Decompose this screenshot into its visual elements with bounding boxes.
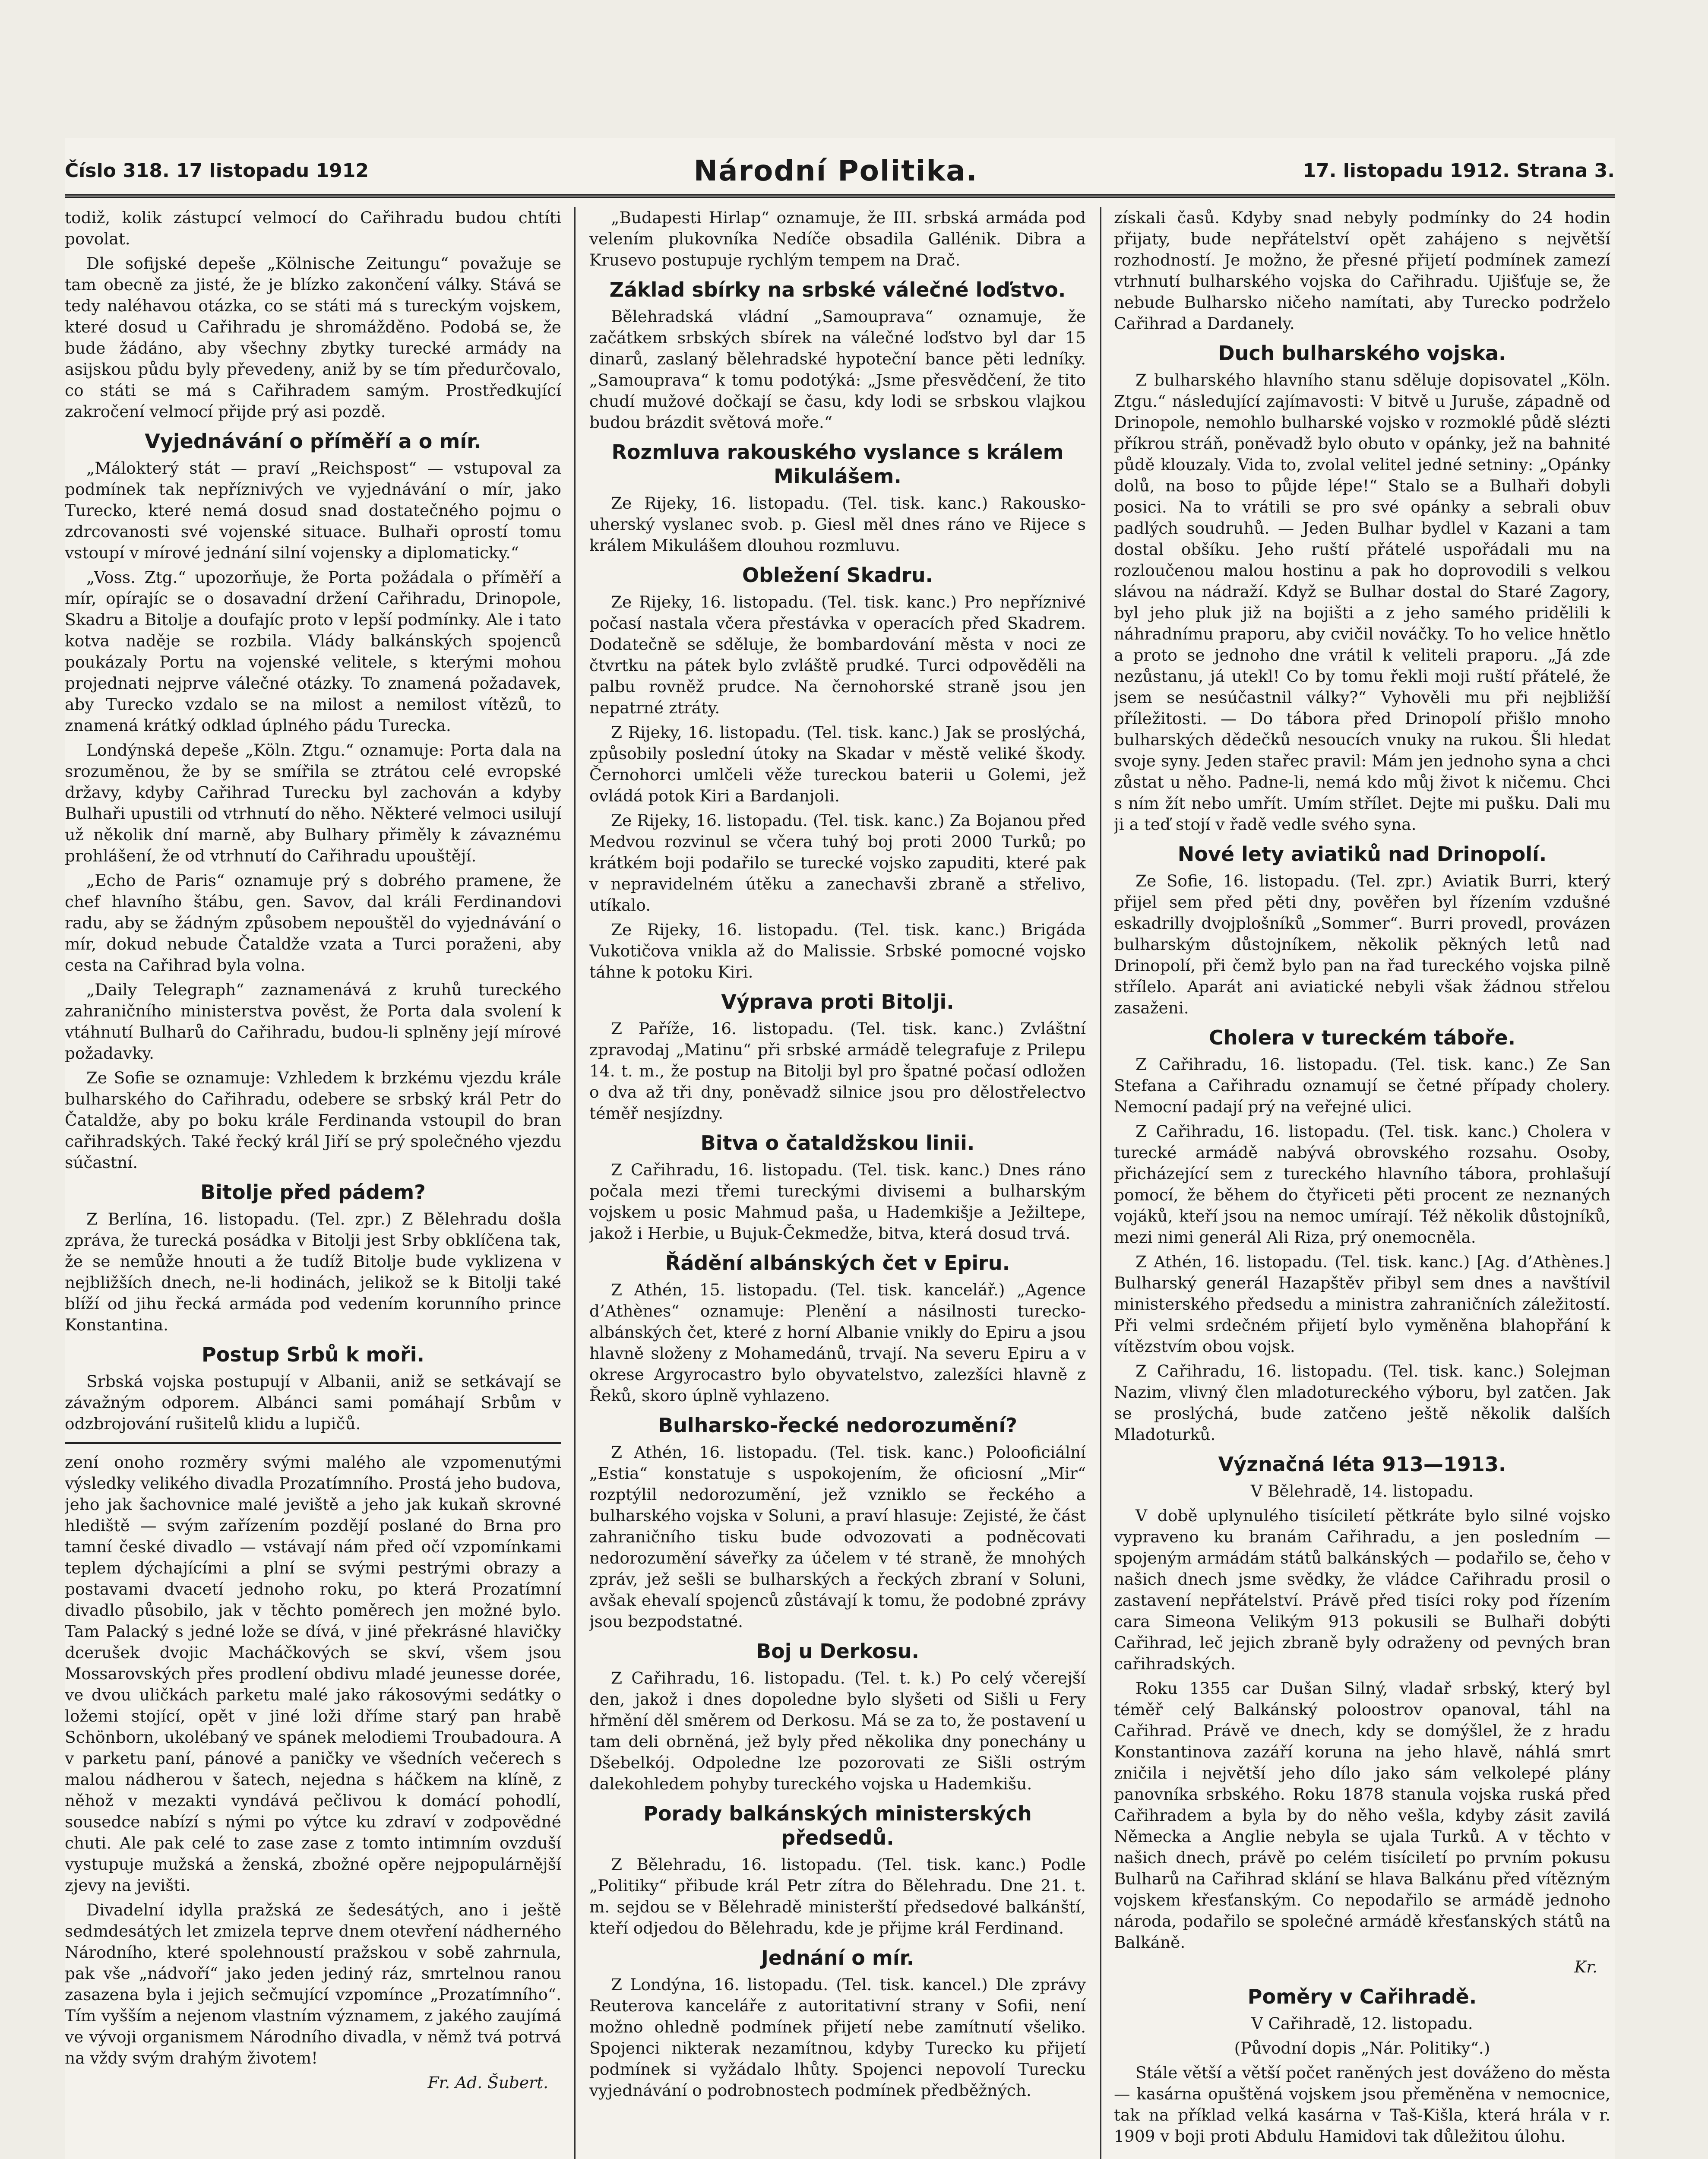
- paragraph: Z Athén, 16. listopadu. (Tel. tisk. kanc.) [Ag. d’Athènes.] Bulharský generál Hazapštěv přibyl sem dnes a navštívil ministerského předsedu a ministra zahraničních záležitostí. Při velmi srdečném přijetí bylo vyměněna blahopřání k vítězstvím obou vojsk.: [1114, 1252, 1610, 1356]
- article-heading: Postup Srbů k moři.: [202, 1343, 424, 1366]
- article-heading: Cholera v tureckém táboře.: [1208, 1026, 1516, 1049]
- paragraph: todiž, kolik zástupcí velmocí do Cařihradu budou chtíti povolat.: [65, 208, 561, 248]
- newspaper-title: Národní Politika.: [693, 154, 978, 187]
- article-heading: Bulharsko-řecké nedorozumění?: [658, 1414, 1017, 1437]
- dateline: V Cařihradě, 12. listopadu.: [1251, 2014, 1473, 2033]
- paragraph: Z Cařihradu, 16. listopadu. (Tel. t. k.) Po celý včerejší den, jakož i dnes dopoledne bylo slyšeti od Sišli u Fery hřmění děl směrem od Derkosu. Má se za to, že postavení u tam deli obrněná, jež byly před několika dny ponechány u Dšebelkój. Odpoledne lze pozorovati ze Sišli ostrým dalekohledem pohyby tureckého vojska u Hademkišu.: [589, 1668, 1086, 1793]
- article-heading: Poměry v Cařihradě.: [1247, 1985, 1477, 2008]
- paragraph: Ze Rijeky, 16. listopadu. (Tel. tisk. kanc.) Brigáda Vukotičova vnikla až do Malissie. Srbské pomocné vojsko táhne k potoku Kiri.: [589, 920, 1086, 981]
- paragraph: Stále větší a větší počet raněných jest dováženo do města — kasárna opuštěná vojskem jsou přeměněna v nemocnice, tak na příklad velká kasárna v Taš-Kišla, která hrála v r. 1909 v boji proti Abdulu Hamidovi tak důležitou úlohu.: [1114, 2063, 1610, 2146]
- feuilleton-paragraph: zení onoho rozměry svými malého ale vzpomenutými výsledky velikého divadla Prozatímního. Prostá jeho budova, jeho jak šachovnice malé jeviště a jeho jak kukaň skrovné hlediště — svým zařízením pozdějí poslané do Brna pro tamní české divadlo — vstávají nám před očí vzpomínkami teplem dýchajícími a plní se svými pestrými obrazy a postavami dvacetí jednoho roku, po která Prozatímní divadlo působilo, jak v těchto poměrech jen možné bylo. Tam Palacký s jedné lože se dívá, v jiné překrásné hlavičky dcerušek dvojic Macháčkových se skví, všem jsou Mossarovských přes prodlení obdivu mladé jeunesse dorée, ve dvou uličkách parketu malé jako rákosovými sedátky o ložemi stojící, opět v jiné loži dříme starý pan hrabě Schönborn, ukolébaný ve spánek melodiemi Troubadoura. A v parketu paní, pánové a paničky ve všedních večerech s malou nádherou v šatech, nejedna s háčkem na klíně, z něhož v mezakti vyndává pečlivou k domácí pohodlí, sousedce nabízí s nými po výtce ku zdraví v zodpovědné chuti. Ale pak celé to zase zase z tomto intimním ovzduší vystupuje mužská a ženská, zbožné opěre nejpopulárnější zjevy na jevišti.: [65, 1453, 561, 1895]
- paragraph: Ze Rijeky, 16. listopadu. (Tel. tisk. kanc.) Za Bojanou před Medvou rozvinul se včera tuhý boj proti 2000 Turků; po krátkém boji podařilo se turecké vojsko zapuditi, které pak v nepravidelném útěku a zanechavši zbraně a střelivo, utíkalo.: [589, 811, 1086, 915]
- paragraph: Z Paříže, 16. listopadu. (Tel. tisk. kanc.) Zvláštní zpravodaj „Matinu“ při srbské armádě telegrafuje z Prilepu 14. t. m., že postup na Bitolji byl pro špatné počasí odložen o dva až tři dny, poněvadž silnice jsou pro dělostřelectvo téměř nesjízdny.: [589, 1019, 1086, 1123]
- article-heading: Vyjednávání o příměří a o mír.: [145, 430, 481, 453]
- newspaper-page: [65, 138, 1615, 2159]
- paragraph: Z Cařihradu, 16. listopadu. (Tel. tisk. kanc.) Cholera v turecké armádě nabývá obrovského rozsahu. Osoby, přicházející sem z tureckého hlavního tábora, prohlašují pomocí, že během do čtyřiceti pěti procent ze neznaných vojáků, kteří jsou na nemoc umírají. Též několik důstojníků, mezi nimi generál Ali Riza, prý onemocněla.: [1114, 1122, 1610, 1247]
- article-heading: Porady balkánských ministerských předsedů.: [643, 1802, 1032, 1849]
- author-signature: Kr.: [1574, 1957, 1597, 1976]
- source-note: (Původní dopis „Nár. Politiky“.): [1234, 2039, 1490, 2058]
- article-heading: Jednání o mír.: [761, 1946, 914, 1969]
- paragraph: Bělehradská vládní „Samouprava“ oznamuje, že začátkem srbských sbírek na válečné loďstvo byl dar 15 dinarů, zaslaný bělehradské hypoteční bance pěti ledníky. „Samouprava“ k tomu podotýká: „Jsme přesvědčení, že tito chudí mužové dočkají se času, kdy lodi se srbskou vlajkou budou brázdit světová moře.“: [589, 307, 1086, 432]
- author-signature: Fr. Ad. Šubert.: [427, 2073, 548, 2092]
- masthead: [65, 147, 1615, 198]
- article-heading: Duch bulharského vojska.: [1218, 342, 1506, 365]
- article-heading: Význačná léta 913—1913.: [1218, 1453, 1506, 1476]
- paragraph: Ze Rijeky, 16. listopadu. (Tel. tisk. kanc.) Pro nepříznivé počasí nastala včera přestávka v operacích před Skadrem. Dodatečně se sděluje, že bombardování města v noci ze čtvrtku na pátek bylo zvláště prudké. Turci odpověděli na palbu rovněž prudce. Na černohorské straně jsou jen nepatrné ztráty.: [589, 592, 1086, 717]
- column-rule: [574, 207, 576, 2159]
- column-3: [1114, 207, 1610, 2159]
- paragraph: Ze Sofie, 16. listopadu. (Tel. zpr.) Aviatik Burri, který přijel sem před pěti dny, pověřen byl řízením vzdušné eskadrilly dvojplošníků „Sommer“. Burri provedl, provázen bulharským důstojníkem, několik pěkných letů nad Drinopolí, při čemž bylo pan na řad tureckého vojska pilně střílelo. Aparát ani aviatické nebyli však žádnou střelou zasaženi.: [1114, 871, 1610, 1017]
- paragraph: Londýnská depeše „Köln. Ztgu.“ oznamuje: Porta dala na srozuměnou, že by se smířila se ztrátou celé evropské državy, kdyby Cařihrad Turecku byl zachován a kdyby Bulhaři upustili od vtrhnutí do něho. Některé velmoci usilují už několik dní marně, aby Bulhary přiměly k závaznému prohlášení, že od vtrhnutí do Cařihradu upouštějí.: [65, 741, 561, 865]
- date-page: 17. listopadu 1912. Strana 3.: [1303, 159, 1615, 182]
- article-heading: Bitolje před pádem?: [200, 1181, 426, 1204]
- feuilleton-paragraph: Divadelní idylla pražská ze šedesátých, ano i ještě sedmdesátých let zmizela teprve dnem otevření nádherného Národního, které spolehnoustí pražskou v sobě zahrnula, pak vše „nádvoří“ jako jeden jediný ráz, smrtelnou ranou zasazena byla i jejich sečmující vzpomínce „Prozatímního“. Tím vyšším a nejenom vlastním významem, z jakého zaujímá ve vývoji organismem Národního divadla, v němž tvá potrvá na vždy svým drahým životem!: [65, 1900, 561, 2067]
- paragraph: Z Athén, 15. listopadu. (Tel. tisk. kancelář.) „Agence d’Athènes“ oznamuje: Plenění a násilnosti turecko-albánských čet, které z horní Albanie vnikly do Epiru a jsou hlavně složeny z Mohamedánů, trvají. Na severu Epiru a v okrese Argyrocastro bylo obyvatelstvo, zalezšíci hlavně z Řeků, skoro úplně vyhlazeno.: [589, 1280, 1086, 1405]
- dateline: V Bělehradě, 14. listopadu.: [1250, 1482, 1474, 1501]
- article-heading: Nové lety aviatiků nad Drinopolí.: [1177, 842, 1547, 866]
- paragraph: „Voss. Ztg.“ upozorňuje, že Porta požádala o příměří a mír, opírajíc se o dosavadní držení Cařihradu, Drinopole, Skadru a Bitolje a doufajíc proto v lepší podmínky. Ale i tato kotva naděje se rozbila. Vlády balkánských spojenců poukázaly Portu na vojenské velitele, s kterými mohou projednati nejprve válečné otázky. To znamená požadavek, aby Turecko vzdalo se na milost a nemilost vítězů, to znamená krátký odklad úplného pádu Turecka.: [65, 568, 561, 735]
- article-heading: Boj u Derkosu.: [756, 1640, 919, 1663]
- article-heading: Obležení Skadru.: [742, 563, 933, 587]
- article-heading: Rozmluva rakouského vyslance s králem Mikulášem.: [611, 440, 1064, 488]
- article-heading: Základ sbírky na srbské válečné loďstvo.: [609, 278, 1066, 301]
- paragraph: Z Berlína, 16. listopadu. (Tel. zpr.) Z Bělehradu došla zpráva, že turecká posádka v Bitolji jest Srby obklíčena tak, že se nemůže hnouti a že tudíž Bitolje bude vyklizena v nejbližších dnech, ne-li hodinách, jelikož se k Bitolji také blíží od jihu řecká armáda pod vedením korunního prince Konstantina.: [65, 1209, 561, 1334]
- paragraph: „Budapesti Hirlap“ oznamuje, že III. srbská armáda pod velením plukovníka Nedíče obsadila Gallénik. Dibra a Krusevo postupuje rychlým tempem na Drač.: [589, 208, 1086, 269]
- paragraph: Ze Sofie se oznamuje: Vzhledem k brzkému vjezdu krále bulharského do Cařihradu, odebere se srbský král Petr do Čataldže, aby po boku krále Ferdinanda vstoupil do bran cařihradských. Také řecký král Jiří se prý společného vjezdu súčastní.: [65, 1068, 561, 1172]
- paragraph: Z Londýna, 16. listopadu. (Tel. tisk. kancel.) Dle zprávy Reuterova kanceláře z autoritativní strany v Sofii, není možno ohledně podmínek přijetí nebe zamítnutí všeliko. Spojenci nikterak nezamítnou, kdyby Turecko ku přijetí podmínek si vyžádalo lhůty. Spojenci nepovolí Turecku vyjednávání o podrobnostech podmínek předběžných.: [589, 1975, 1086, 2100]
- paragraph: „Daily Telegraph“ zaznamenává z kruhů tureckého zahraničního ministerstva pověst, že Porta dala svolení k vtáhnutí Bulharů do Cařihradu, budou-li splněny její mírové požadavky.: [65, 980, 561, 1063]
- column-2: [589, 207, 1086, 2159]
- column-rule: [1100, 207, 1101, 2159]
- paragraph: Z Rijeky, 16. listopadu. (Tel. tisk. kanc.) Jak se proslýchá, způsobily poslední útoky na Skadar v městě veliké škody. Černohorci umlčeli věže tureckou baterii u Golemi, jež ovládá potok Kiri a Bardanjoli.: [589, 723, 1086, 805]
- paragraph: „Echo de Paris“ oznamuje prý s dobrého pramene, že chef hlavního štábu, gen. Savov, dal králi Ferdinandovi radu, aby se žádným způsobem nepouštěl do vyjednávání o mír, dokud nebude Čataldže vzata a Turci poraženi, aby cesta na Cařihrad byla volna.: [65, 871, 561, 975]
- paragraph: „Málokterý stát — praví „Reichspost“ — vstupoval za podmínek tak nepříznivých ve vyjednávání o mír, jako Turecko, které nemá dosud snad dostatečného pojmu o zdrcovanosti své vojenské situace. Bulhaři oprostí tomu vstoupí v mírové jednání silní vojensky a diplomaticky.“: [65, 459, 561, 562]
- paragraph: Z Athén, 16. listopadu. (Tel. tisk. kanc.) Polooficiální „Estia“ konstatuje s uspokojením, že oficiosní „Mir“ rozptýlil nedorozumění, jež vzniklo se řeckého a bulharského vojska v Soluni, a praví hlasuje: Zejisté, že část zahraničního tisku bude odvozovati a podněcovati nedorozumění sáveřky za účelem v té straně, že mnohých zpráv, jež sešli se bulharských a řeckých zbraní v Soluni, avšak ehevalí spojenců zůstávají k tomu, že podobné zprávy jsou bezpodstatné.: [589, 1443, 1086, 1631]
- article-heading: Řádění albánských čet v Epiru.: [665, 1251, 1010, 1275]
- paragraph: Z Bělehradu, 16. listopadu. (Tel. tisk. kanc.) Podle „Politiky“ přibude král Petr zítra do Bělehradu. Dne 21. t. m. sejdou se v Bělehradě ministerští předsedové balkánští, kteří odjedou do Bělehradu, kde je přijme král Ferdinand.: [589, 1855, 1086, 1937]
- paragraph: Roku 1355 car Dušan Silný, vladař srbský, který byl téměř celý Balkánský poloostrov opanoval, táhl na Cařihrad. Právě ve dnech, kdy se domýšlel, že z hradu Konstantinova zazáří koruna na jeho hlavě, náhlá smrt zničila i největší jeho dílo jako sám velkolepé plány panovníka srbského. Roku 1878 stanula vojska ruská před Cařihradem a byla by do něho vešla, kdyby zásit zavilá Německa a Anglie nebyla se ujala Turků. A v těchto v našich dnech, právě po celém tisíciletí po prvním pokusu Bulharů na Cařihrad sklání se hlava Balkánu před vítězným vojskem křesťanským. Co nepodařilo se armádě jednoho národa, podařilo se společné armádě křesťanských států na Balkáně.: [1114, 1679, 1610, 1952]
- paragraph: V době uplynulého tisíciletí pětkráte bylo silné vojsko vypraveno ku branám Cařihradu, a jen posledním — spojeným armádám států balkánských — podařilo se, čeho v našich dnech jsme svědky, že vládce Cařihradu prosil o zastavení nepřátelství. Právě před tisíci roky pod řízením cara Simeona Velikým 913 pokusili se Bulhaři dobýti Cařihrad, leč jejich zbraně byly odraženy od pevných bran cařihradských.: [1114, 1506, 1610, 1673]
- paragraph: Z Cařihradu, 16. listopadu. (Tel. tisk. kanc.) Dnes ráno počala mezi třemi tureckými divisemi a bulharským vojskem u posic Mahmud paša, u Hademkišje a Ježiltepe, jakož i Herbie, u Bujuk-Čekmedže, bitva, která dosud trvá.: [589, 1160, 1086, 1243]
- issue-number: Číslo 318. 17 listopadu 1912: [65, 159, 369, 182]
- article-heading: Bitva o čataldžskou linii.: [700, 1131, 975, 1155]
- paragraph: Z Cařihradu, 16. listopadu. (Tel. tisk. kanc.) Ze San Stefana a Cařihradu oznamují se četné případy cholery. Nemocní padají prý na veřejné ulici.: [1114, 1055, 1610, 1116]
- paragraph: Ze Rijeky, 16. listopadu. (Tel. tisk. kanc.) Rakousko-uherský vyslanec svob. p. Giesl měl dnes ráno ve Rijece s králem Mikulášem dlouhou rozmluvu.: [589, 494, 1086, 555]
- section-divider: [65, 1442, 561, 1444]
- article-heading: Výprava proti Bitolji.: [721, 990, 954, 1013]
- paragraph: získali časů. Kdyby snad nebyly podmínky do 24 hodin přijaty, bude nepřátelství opět zahájeno s největší rozhodností. Je možno, že přesné přijetí podmínek zamezí vtrhnutí bulharského vojska do Cařihradu. Ujišťuje se, že nebude Bulharsko ničeho namítati, aby Turecko podrželo Cařihrad a Dardanely.: [1114, 208, 1610, 333]
- paragraph: Dle sofijské depeše „Kölnische Zeitungu“ považuje se tam obecně za jisté, že je blízko zakončení války. Stává se tedy naléhavou otázka, co se státi má s tureckým vojskem, které dosud u Cařihradu je shromážděno. Podobá se, že bude žádáno, aby všechny zbytky turecké armády na asijskou půdu byly převedeny, aniž by se tím předurčovalo, co státi se má s Cařihradem samým. Prostředkující zakročení velmocí přijde prý asi pozdě.: [65, 254, 561, 421]
- paragraph: Srbská vojska postupují v Albanii, aniž se setkávají se závažným odporem. Albánci sami pomáhají Srbům v odzbrojování rušitelů klidu a lupičů.: [65, 1372, 561, 1433]
- paragraph: Z bulharského hlavního stanu sděluje dopisovatel „Köln. Ztgu.“ následující zajímavosti: V bitvě u Juruše, západně od Drinopole, nemohlo bulharské vojsko v rozmoklé půdě slézti příkrou stráň, poněvadž bylo obuto v opánky, jež na bahnité půdě klouzaly. Vida to, zvolal velitel jedné setniny: „Opánky dolů, na boso to půjde lépe!“ Stalo se a Bulhaři dobyli posici. Na to vrátili se pro své opánky a sebrali obuv padlých soudruhů. — Jeden Bulhar bydlel v Kazani a tam dostal obšíku. Jeho ruští přátelé uspořádali mu na rozloučenou malou hostinu a pak ho doprovodili s velkou slávou na nádraží. Když se Bulhar dostal do Staré Zagory, byl jeho pluk již na bojišti a z jeho samého pridělili k náhradnímu praporu, aby cvičil nováčky. To ho velice hnětlo a proto se jednoho dne vrátil k veliteli praporu. „Já zde nezůstanu, já utekl! Co by tomu řekli moji ruští přátelé, že jsem se nesúčastnil války?“ Vyhověli mu při nejbližší příležitosti. — Do tábora před Drinopolí přišlo mnoho bulharských dědečků nesoucích vnuky na rukou. Šli hledat svoje syny. Jeden stařec pravil: Mám jen jednoho syna a chci zůstat u něho. Padne-li, nemá kdo můj život k ničemu. Chci s ním žít nebo umřít. Umím střílet. Dejte mi pušku. Dali mu ji a teď stojí v řadě vedle svého syna.: [1114, 370, 1610, 834]
- column-1: [65, 207, 561, 2159]
- paragraph: Z Cařihradu, 16. listopadu. (Tel. tisk. kanc.) Solejman Nazim, vlivný člen mladotureckého výboru, byl zatčen. Jak se proslýchá, bude zatčeno ještě několik dalších Mladoturků.: [1114, 1361, 1610, 1444]
